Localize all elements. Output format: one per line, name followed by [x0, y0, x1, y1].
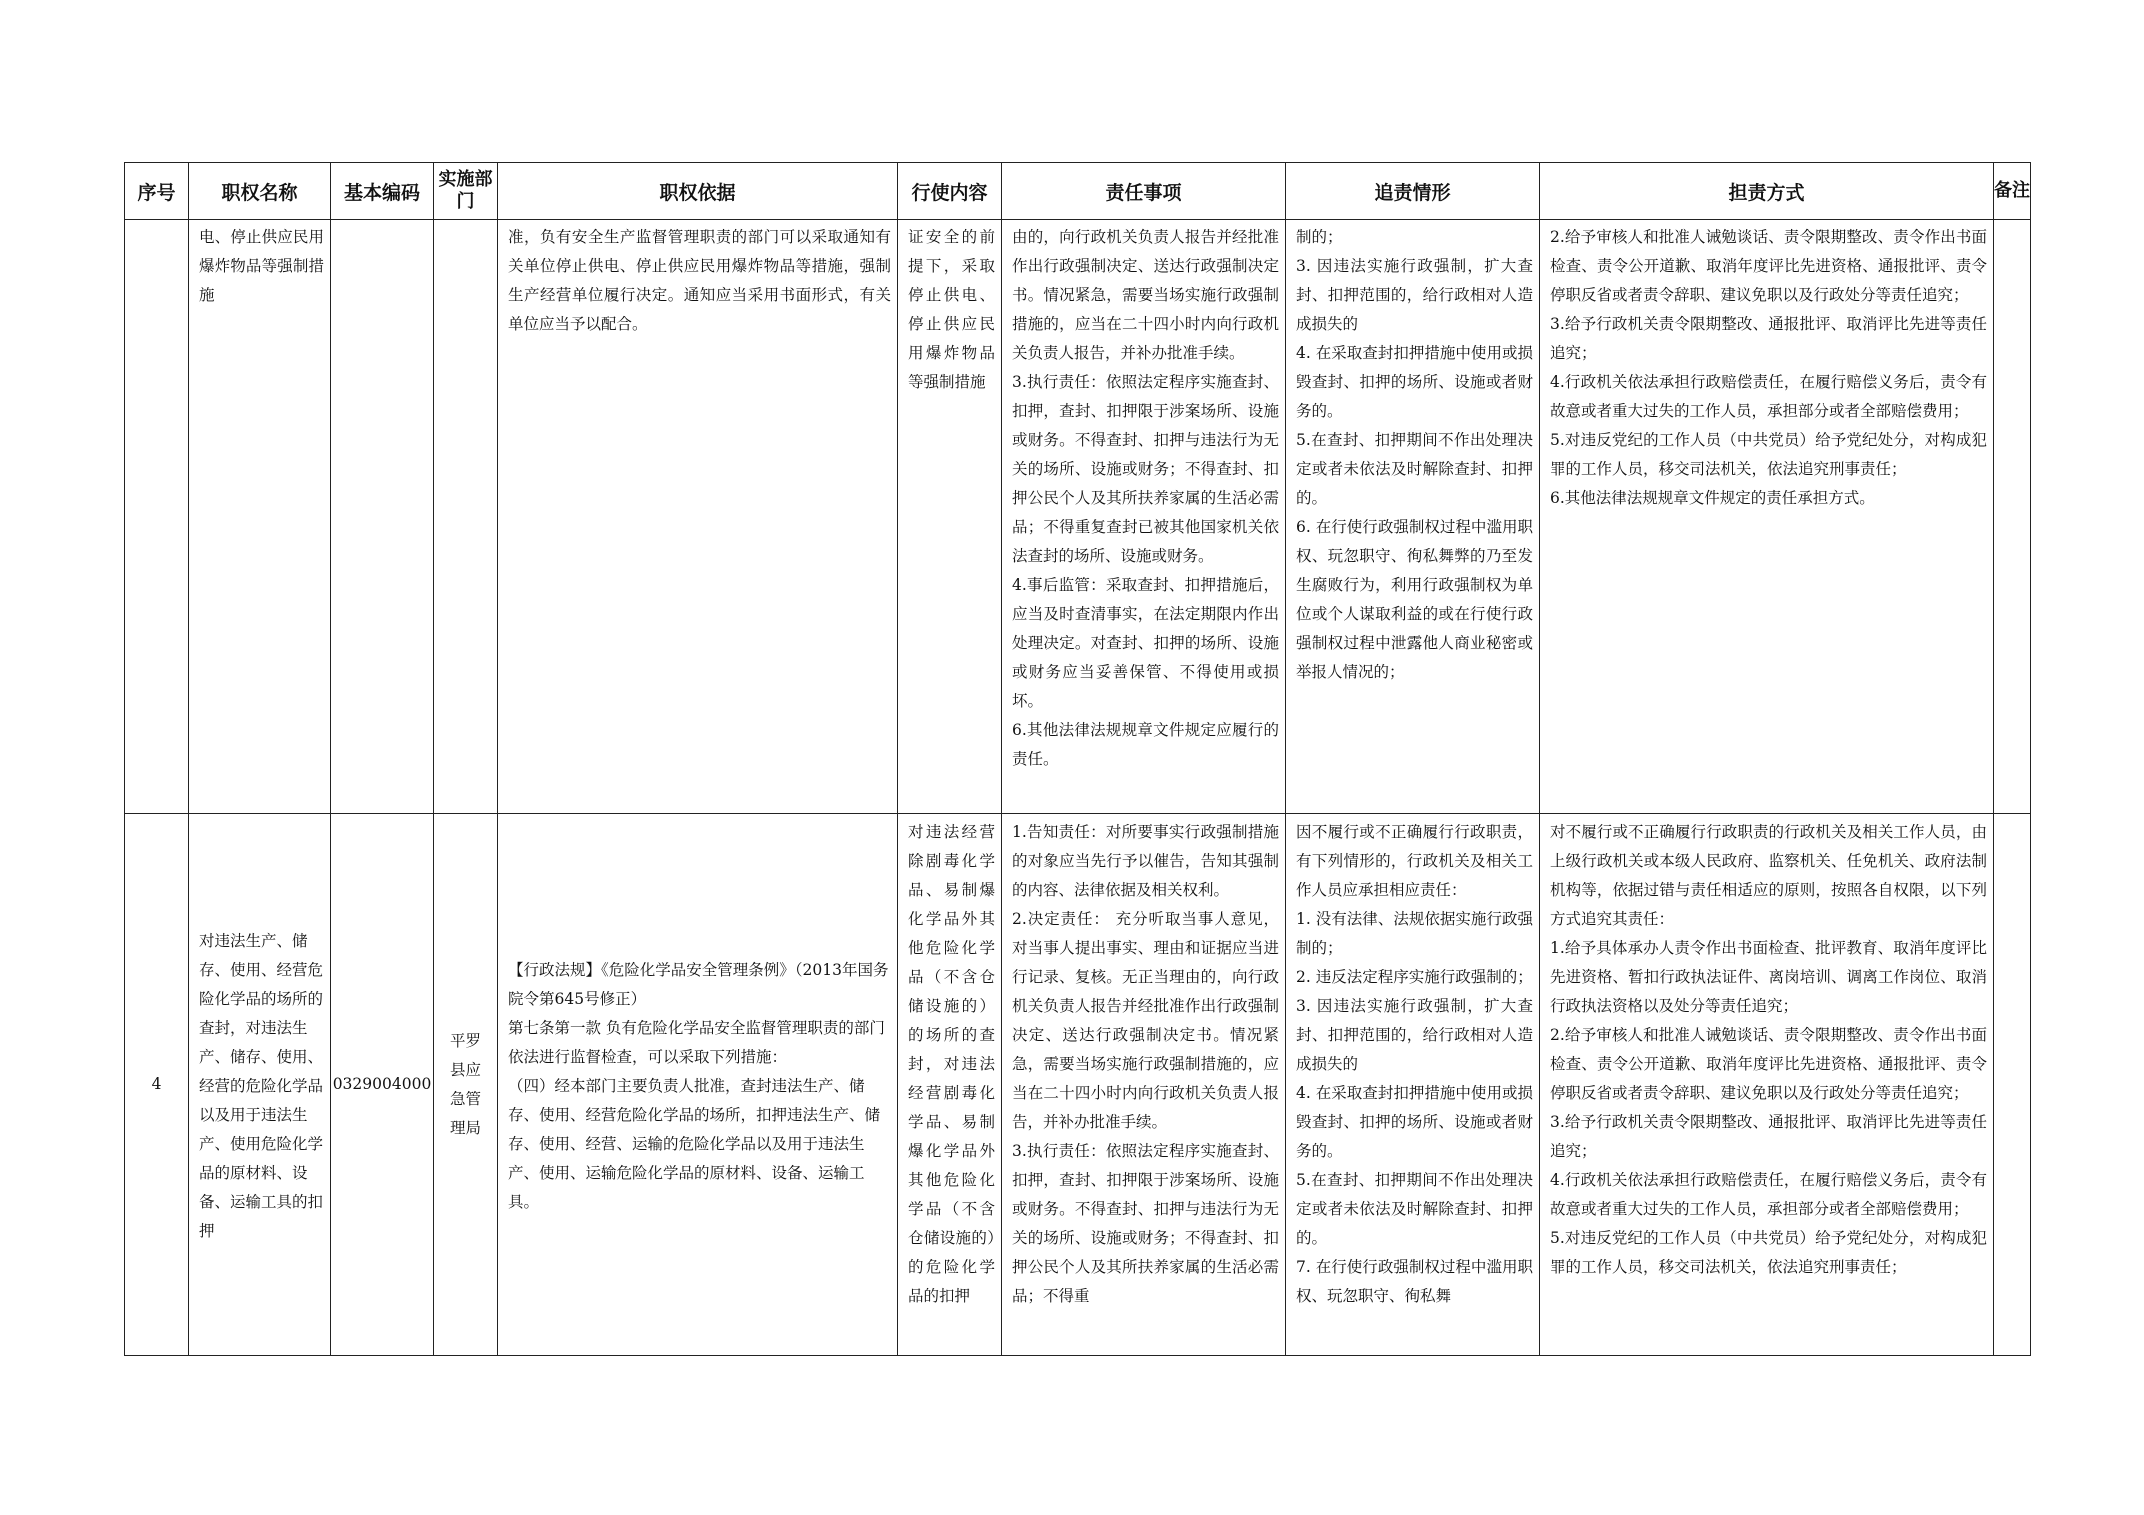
header-note: 备注 — [1994, 163, 2031, 220]
header-row — [125, 163, 2031, 220]
cell-content: 对违法经营除剧毒化学品、易制爆化学品外其他危险化学品（不含仓储设施的）的场所的查封，对违法经营剧毒化学品、易制爆化学品外其他危险化学品（不含仓储设施的）的危险化学品的扣押 — [898, 814, 1002, 1356]
header-code: 基本编码 — [331, 163, 434, 220]
header-name: 职权名称 — [189, 163, 331, 220]
cell-accountability: 制的； 3. 因违法实施行政强制，扩大查封、扣押范围的，给行政相对人造成损失的 4. 在采取查封扣押措施中使用或损毁查封、扣押的场所、设施或者财务的。 5.在查封、扣押期间不作出处理决定或者未依法及时解除查封、扣押的。 6. 在行使行政强制权过程中滥用职权、玩忽职守、徇私舞弊的乃至发生腐败行为，利用行政强制权为单位或个人谋取利益的或在行使行政强制权过程中泄露他人商业秘密或举报人情况的； — [1286, 220, 1540, 814]
header-basis: 职权依据 — [498, 163, 898, 220]
header-dept: 实施部门 — [434, 163, 498, 220]
cell-seq: 4 — [125, 814, 189, 1356]
cell-accountability: 因不履行或不正确履行行政职责，有下列情形的，行政机关及相关工作人员应承担相应责任： 1. 没有法律、法规依据实施行政强制的； 2. 违反法定程序实施行政强制的； 3. 因违法实施行政强制，扩大查封、扣押范围的，给行政相对人造成损失的 4. 在采取查封扣押措施中使用或损毁查封、扣押的场所、设施或者财务的。 5.在查封、扣押期间不作出处理决定或者未依法及时解除查封、扣押的。 7. 在行使行政强制权过程中滥用职权、玩忽职守、徇私舞 — [1286, 814, 1540, 1356]
cell-name: 电、停止供应民用爆炸物品等强制措施 — [189, 220, 331, 814]
header-content: 行使内容 — [898, 163, 1002, 220]
cell-content: 证安全的前提下，采取停止供电、停止供应民用爆炸物品等强制措施 — [898, 220, 1002, 814]
table-row — [125, 220, 2031, 814]
cell-seq — [125, 220, 189, 814]
cell-code: 0329004000 — [331, 814, 434, 1356]
cell-note — [1994, 814, 2031, 1356]
cell-note — [1994, 220, 2031, 814]
cell-dept — [434, 220, 498, 814]
cell-duty: 1.告知责任：对所要事实行政强制措施的对象应当先行予以催告，告知其强制的内容、法律依据及相关权利。 2.决定责任： 充分听取当事人意见，对当事人提出事实、理由和证据应当进行记录、复核。无正当理由的，向行政机关负责人报告并经批准作出行政强制决定、送达行政强制决定书。情况紧急，需要当场实施行政强制措施的，应当在二十四小时内向行政机关负责人报告，并补办批准手续。 3.执行责任：依照法定程序实施查封、扣押，查封、扣押限于涉案场所、设施或财务。不得查封、扣押与违法行为无关的场所、设施或财务；不得查封、扣押公民个人及其所扶养家属的生活必需品；不得重 — [1002, 814, 1286, 1356]
header-accountability: 追责情形 — [1286, 163, 1540, 220]
cell-name: 对违法生产、储存、使用、经营危险化学品的场所的查封，对违法生产、储存、使用、经营的危险化学品以及用于违法生产、使用危险化学品的原材料、设备、运输工具的扣押 — [189, 814, 331, 1356]
cell-duty: 由的，向行政机关负责人报告并经批准作出行政强制决定、送达行政强制决定书。情况紧急，需要当场实施行政强制措施的，应当在二十四小时内向行政机关负责人报告，并补办批准手续。 3.执行责任：依照法定程序实施查封、扣押，查封、扣押限于涉案场所、设施或财务。不得查封、扣押与违法行为无关的场所、设施或财务；不得查封、扣押公民个人及其所扶养家属的生活必需品；不得重复查封已被其他国家机关依法查封的场所、设施或财务。 4.事后监管：采取查封、扣押措施后，应当及时查清事实，在法定期限内作出处理决定。对查封、扣押的场所、设施或财务应当妥善保管、不得使用或损坏。 6.其他法律法规规章文件规定应履行的责任。 — [1002, 220, 1286, 814]
cell-code — [331, 220, 434, 814]
header-duty: 责任事项 — [1002, 163, 1286, 220]
authority-table — [124, 162, 2031, 1356]
header-method: 担责方式 — [1540, 163, 1994, 220]
header-seq: 序号 — [125, 163, 189, 220]
table-row — [125, 814, 2031, 1356]
cell-dept: 平罗县应急管理局 — [434, 814, 498, 1356]
cell-method: 2.给予审核人和批准人诫勉谈话、责令限期整改、责令作出书面检查、责令公开道歉、取消年度评比先进资格、通报批评、责令停职反省或者责令辞职、建议免职以及行政处分等责任追究； 3.给予行政机关责令限期整改、通报批评、取消评比先进等责任追究； 4.行政机关依法承担行政赔偿责任，在履行赔偿义务后，责令有故意或者重大过失的工作人员，承担部分或者全部赔偿费用； 5.对违反党纪的工作人员（中共党员）给予党纪处分，对构成犯罪的工作人员，移交司法机关，依法追究刑事责任； 6.其他法律法规规章文件规定的责任承担方式。 — [1540, 220, 1994, 814]
cell-basis: 准，负有安全生产监督管理职责的部门可以采取通知有关单位停止供电、停止供应民用爆炸物品等措施，强制生产经营单位履行决定。通知应当采用书面形式，有关单位应当予以配合。 — [498, 220, 898, 814]
cell-method: 对不履行或不正确履行行政职责的行政机关及相关工作人员，由上级行政机关或本级人民政府、监察机关、任免机关、政府法制机构等，依据过错与责任相适应的原则，按照各自权限，以下列方式追究其责任： 1.给予具体承办人责令作出书面检查、批评教育、取消年度评比先进资格、暂扣行政执法证件、离岗培训、调离工作岗位、取消行政执法资格以及处分等责任追究； 2.给予审核人和批准人诫勉谈话、责令限期整改、责令作出书面检查、责令公开道歉、取消年度评比先进资格、通报批评、责令停职反省或者责令辞职、建议免职以及行政处分等责任追究； 3.给予行政机关责令限期整改、通报批评、取消评比先进等责任追究； 4.行政机关依法承担行政赔偿责任，在履行赔偿义务后，责令有故意或者重大过失的工作人员，承担部分或者全部赔偿费用； 5.对违反党纪的工作人员（中共党员）给予党纪处分，对构成犯罪的工作人员，移交司法机关，依法追究刑事责任； — [1540, 814, 1994, 1356]
cell-basis: 【行政法规】《危险化学品安全管理条例》（2013年国务院令第645号修正） 第七条第一款 负有危险化学品安全监督管理职责的部门依法进行监督检查，可以采取下列措施： （四）经本部门主要负责人批准，查封违法生产、储存、使用、经营危险化学品的场所，扣押违法生产、储存、使用、经营、运输的危险化学品以及用于违法生产、使用、运输危险化学品的原材料、设备、运输工具。 — [498, 814, 898, 1356]
